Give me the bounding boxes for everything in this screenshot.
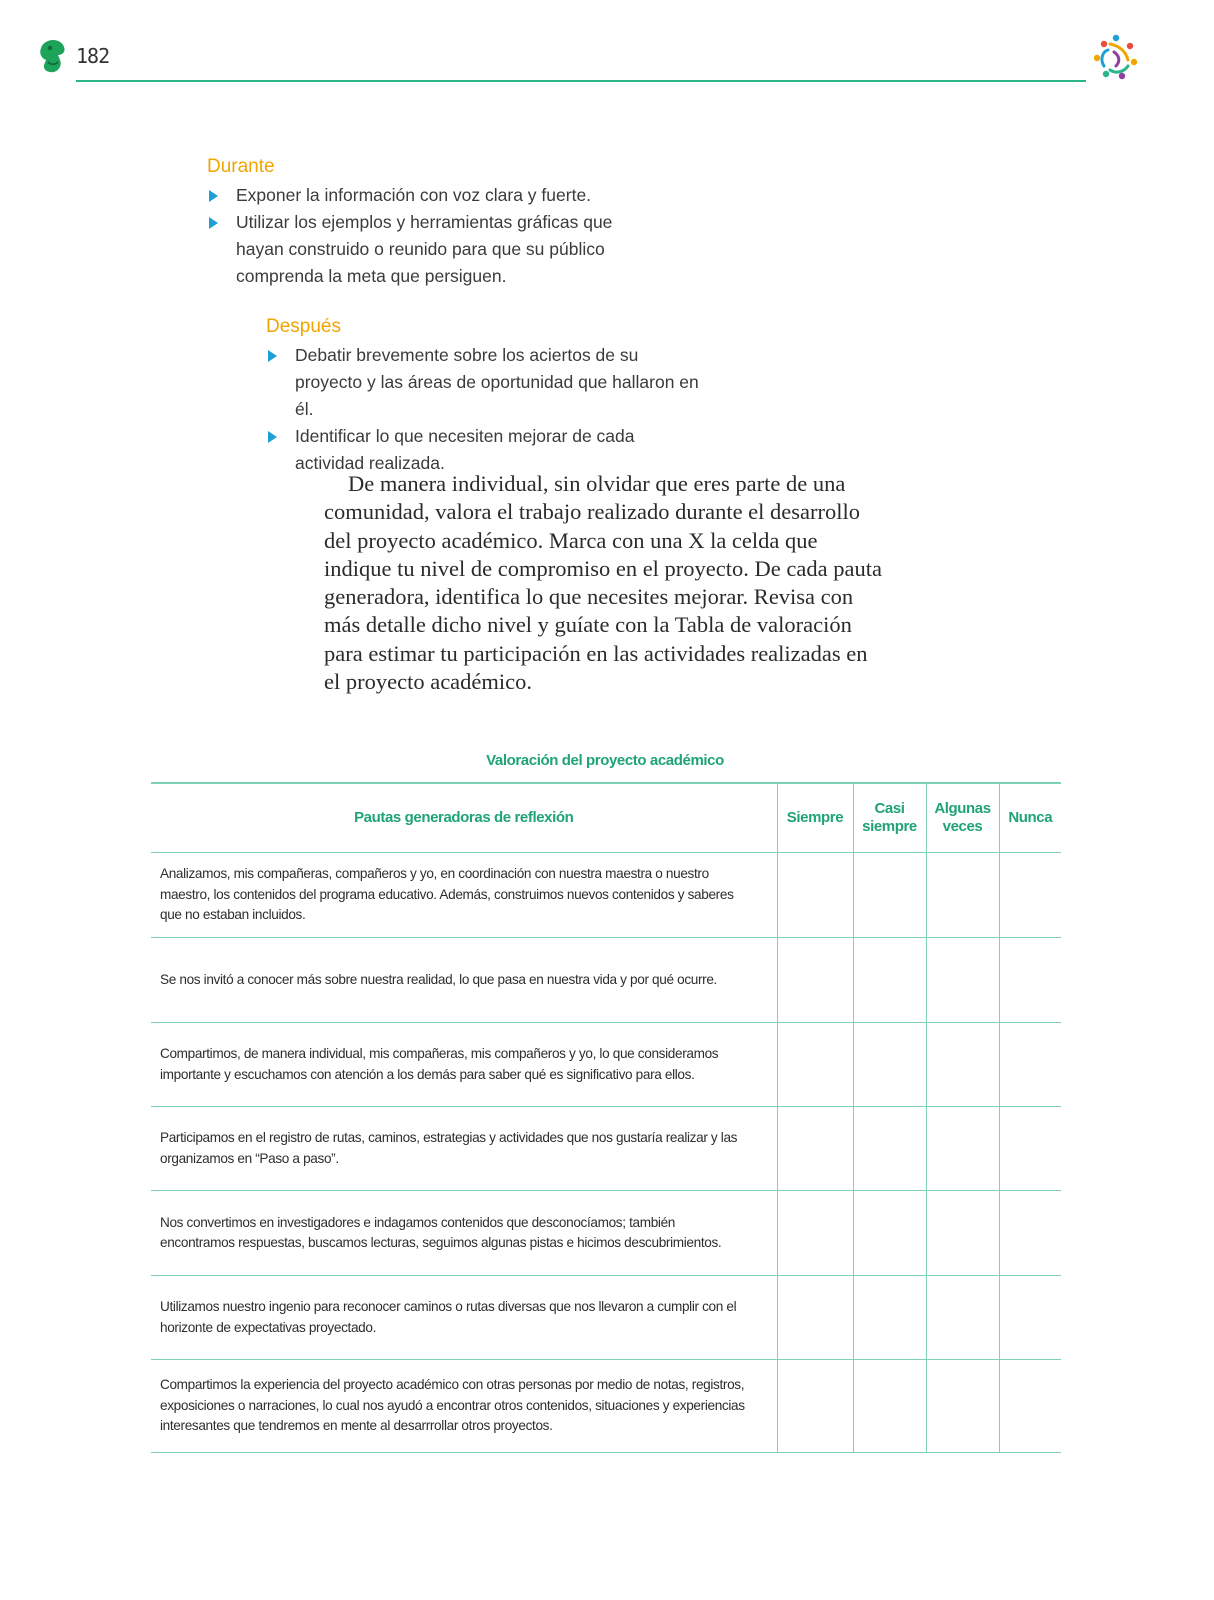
cell-casi-siempre[interactable]	[853, 1360, 926, 1453]
pauta-text: Participamos en el registro de rutas, caminos, estrategias y actividades que nos gustaría realizar y las organizamos en “Paso a paso”.	[151, 1107, 777, 1191]
green-figure-logo-icon	[38, 38, 68, 74]
evaluation-table	[151, 782, 1061, 1453]
cell-casi-siempre[interactable]	[853, 853, 926, 938]
header-pautas: Pautas generadoras de reflexión	[151, 783, 777, 853]
table-row	[151, 1023, 1061, 1107]
triangle-bullet-icon	[268, 350, 277, 362]
cell-nunca[interactable]	[999, 1360, 1061, 1453]
cell-siempre[interactable]	[777, 853, 853, 938]
durante-section	[207, 156, 627, 290]
cell-siempre[interactable]	[777, 1107, 853, 1191]
triangle-bullet-icon	[268, 431, 277, 443]
table-row	[151, 1276, 1061, 1360]
list-item	[266, 342, 706, 423]
header-siempre: Siempre	[777, 783, 853, 853]
cell-algunas-veces[interactable]	[926, 1360, 999, 1453]
cell-casi-siempre[interactable]	[853, 1107, 926, 1191]
pauta-text: Analizamos, mis compañeras, compañeros y yo, en coordinación con nuestra maestra o nuestro maestro, los contenidos del programa educativo. Además, construimos nuevos contenidos y saberes que no estaban incluidos.	[151, 853, 777, 938]
list-item	[207, 182, 627, 209]
cell-algunas-veces[interactable]	[926, 1191, 999, 1276]
pauta-text: Compartimos, de manera individual, mis compañeras, mis compañeros y yo, lo que consideramos importante y escuchamos con atención a los demás para saber qué es significativo para ellos.	[151, 1023, 777, 1107]
durante-title: Durante	[207, 156, 275, 177]
page-number: 182	[76, 44, 110, 68]
cell-nunca[interactable]	[999, 938, 1061, 1023]
table-row	[151, 938, 1061, 1023]
table-caption: Valoración del proyecto académico	[486, 752, 724, 769]
table-header-row	[151, 783, 1061, 853]
colorful-people-circle-emblem-icon	[1090, 32, 1142, 84]
cell-casi-siempre[interactable]	[853, 938, 926, 1023]
list-item-text: Utilizar los ejemplos y herramientas gráficas que hayan construido o reunido para que su público comprenda la meta que persiguen.	[236, 212, 613, 286]
header-algunas-veces: Algunas veces	[926, 783, 999, 853]
cell-siempre[interactable]	[777, 1023, 853, 1107]
header-casi-siempre: Casi siempre	[853, 783, 926, 853]
table-row	[151, 1191, 1061, 1276]
cell-algunas-veces[interactable]	[926, 938, 999, 1023]
cell-casi-siempre[interactable]	[853, 1276, 926, 1360]
durante-list	[207, 182, 627, 290]
cell-algunas-veces[interactable]	[926, 1023, 999, 1107]
pauta-text: Se nos invitó a conocer más sobre nuestra realidad, lo que pasa en nuestra vida y por qué ocurre.	[151, 938, 777, 1023]
triangle-bullet-icon	[209, 190, 218, 202]
cell-nunca[interactable]	[999, 853, 1061, 938]
table-row	[151, 1107, 1061, 1191]
list-item	[207, 209, 627, 290]
triangle-bullet-icon	[209, 217, 218, 229]
cell-algunas-veces[interactable]	[926, 853, 999, 938]
list-item-text: Identificar lo que necesiten mejorar de cada actividad realizada.	[295, 426, 635, 473]
despues-section	[266, 316, 706, 477]
cell-siempre[interactable]	[777, 1191, 853, 1276]
list-item	[266, 423, 706, 477]
list-item-text: Exponer la información con voz clara y fuerte.	[236, 185, 592, 205]
despues-list	[266, 342, 706, 477]
header-rule	[76, 80, 1086, 82]
pauta-text: Utilizamos nuestro ingenio para reconocer caminos o rutas diversas que nos llevaron a cumplir con el horizonte de expectativas proyectado.	[151, 1276, 777, 1360]
cell-siempre[interactable]	[777, 1360, 853, 1453]
pauta-text: Compartimos la experiencia del proyecto académico con otras personas por medio de notas, registros, exposiciones o narraciones, lo cual nos ayudó a encontrar otros contenidos, situaciones y experiencias interesantes que tendremos en mente al desarrrollar otros proyectos.	[151, 1360, 777, 1453]
pauta-text: Nos convertimos en investigadores e indagamos contenidos que desconocíamos; también encontramos respuestas, buscamos lecturas, seguimos algunas pistas e hicimos descubrimientos.	[151, 1191, 777, 1276]
cell-nunca[interactable]	[999, 1191, 1061, 1276]
table-row	[151, 853, 1061, 938]
header-nunca: Nunca	[999, 783, 1061, 853]
cell-casi-siempre[interactable]	[853, 1023, 926, 1107]
cell-nunca[interactable]	[999, 1107, 1061, 1191]
cell-nunca[interactable]	[999, 1276, 1061, 1360]
table-row	[151, 1360, 1061, 1453]
cell-nunca[interactable]	[999, 1023, 1061, 1107]
list-item-text: Debatir brevemente sobre los aciertos de su proyecto y las áreas de oportunidad que hallaron en él.	[295, 345, 699, 419]
instructions-paragraph: De manera individual, sin olvidar que eres parte de una comunidad, valora el trabajo realizado durante el desarrollo del proyecto académico. Marca con una X la celda que indique tu nivel de compromiso en el proyecto. De cada pauta generadora, identifica lo que necesites mejorar. Revisa con más detalle dicho nivel y guíate con la Tabla de valoración para estimar tu participación en las actividades realizadas en el proyecto académico.	[324, 471, 882, 695]
cell-siempre[interactable]	[777, 1276, 853, 1360]
despues-title: Después	[266, 316, 341, 337]
cell-casi-siempre[interactable]	[853, 1191, 926, 1276]
cell-siempre[interactable]	[777, 938, 853, 1023]
cell-algunas-veces[interactable]	[926, 1276, 999, 1360]
cell-algunas-veces[interactable]	[926, 1107, 999, 1191]
